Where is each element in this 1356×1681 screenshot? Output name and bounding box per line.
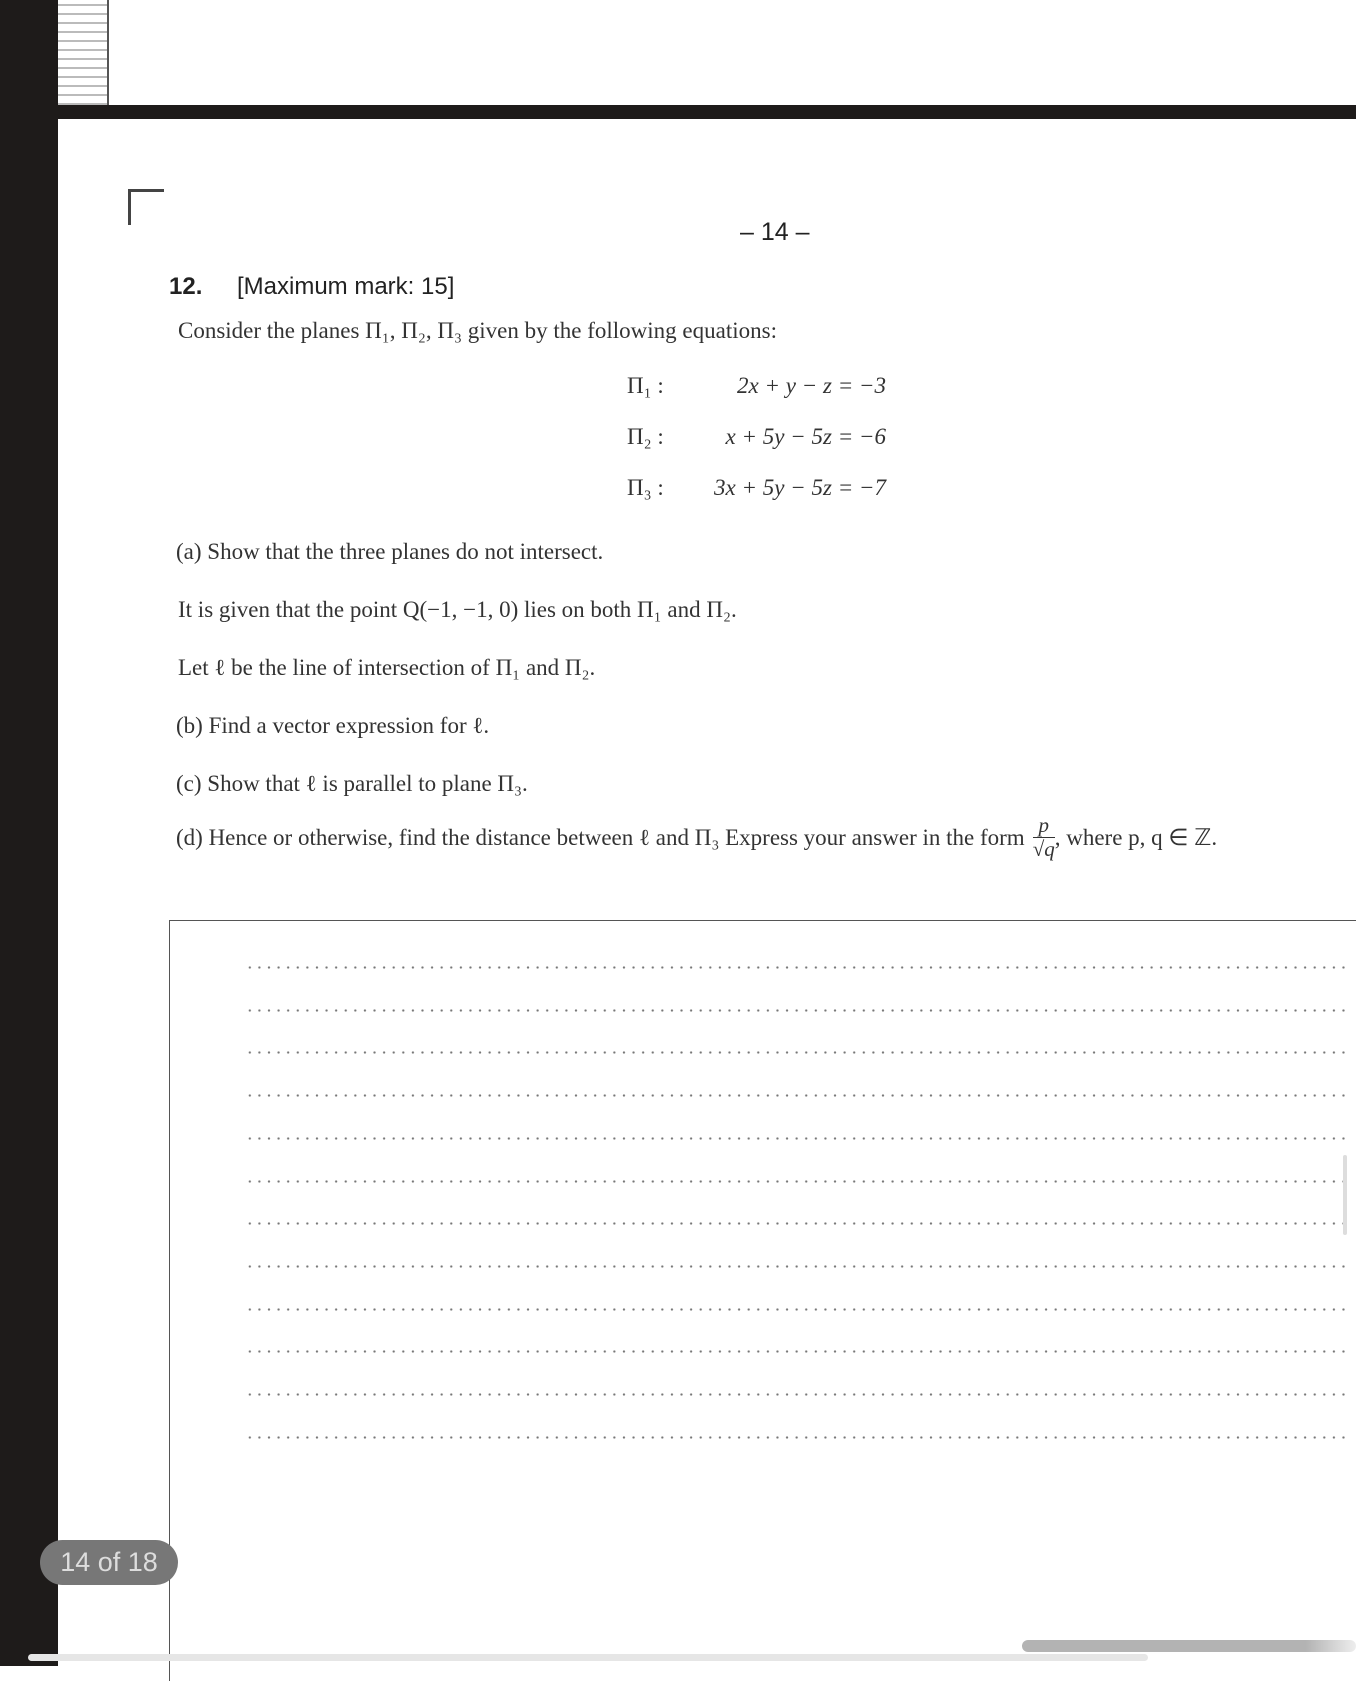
answer-box[interactable] <box>169 920 1356 1681</box>
dotted-answer-line <box>245 1436 1345 1439</box>
dotted-answer-line <box>245 1137 1345 1140</box>
equation-label-1: Π₁ : <box>627 373 664 398</box>
fraction-denominator: √q <box>1032 837 1055 862</box>
dotted-answer-line <box>245 1265 1345 1268</box>
fraction-numerator: p <box>1033 814 1055 838</box>
dotted-answer-line <box>245 966 1345 969</box>
page-separator <box>58 105 1356 119</box>
vertical-scrollbar[interactable] <box>1343 1155 1347 1235</box>
crop-corner-mark <box>128 189 164 225</box>
part-d <box>176 814 1217 861</box>
part-b: (b) Find a vector expression for ℓ. <box>176 713 490 738</box>
dotted-answer-line <box>245 1051 1345 1054</box>
dotted-answer-line <box>245 1308 1345 1311</box>
dotted-answer-line <box>245 1009 1345 1012</box>
part-c: (c) Show that ℓ is parallel to plane Π₃. <box>176 771 528 796</box>
dotted-answer-line <box>245 1222 1345 1225</box>
previous-page-edge <box>58 0 109 105</box>
dotted-answer-line <box>245 1350 1345 1353</box>
dotted-answer-line <box>245 1180 1345 1183</box>
question-intro: Consider the planes Π₁, Π₂, Π₃ given by the following equations: <box>178 318 777 343</box>
equation-2: x + 5y − 5z = −6 <box>725 424 886 449</box>
equation-label-3: Π₃ : <box>627 475 664 500</box>
part-d-text: (d) Hence or otherwise, find the distance between ℓ and Π₃ Express your answer in the form <box>176 824 1025 850</box>
given-statement: It is given that the point Q(−1, −1, 0) lies on both Π₁ and Π₂. <box>178 597 737 622</box>
viewer-left-edge <box>0 0 58 1666</box>
page-indicator: 14 of 18 <box>40 1540 178 1585</box>
equation-1: 2x + y − z = −3 <box>737 373 886 398</box>
horizontal-scrollbar[interactable] <box>28 1654 1148 1661</box>
maximum-mark: [Maximum mark: 15] <box>237 273 455 300</box>
question-number: 12. <box>169 273 203 300</box>
fraction-p-over-root-q <box>1033 814 1055 861</box>
equation-label-2: Π₂ : <box>627 424 664 449</box>
let-statement: Let ℓ be the line of intersection of Π₁ and Π₂. <box>178 655 596 680</box>
part-a: (a) Show that the three planes do not intersect. <box>176 539 604 564</box>
equation-3: 3x + 5y − 5z = −7 <box>714 475 886 500</box>
dotted-answer-line <box>245 1094 1345 1097</box>
page-number: – 14 – <box>740 218 810 246</box>
dotted-answer-line <box>245 1393 1345 1396</box>
scroll-thumb[interactable] <box>1022 1640 1356 1652</box>
part-d-end: , where p, q ∈ ℤ. <box>1054 824 1218 850</box>
